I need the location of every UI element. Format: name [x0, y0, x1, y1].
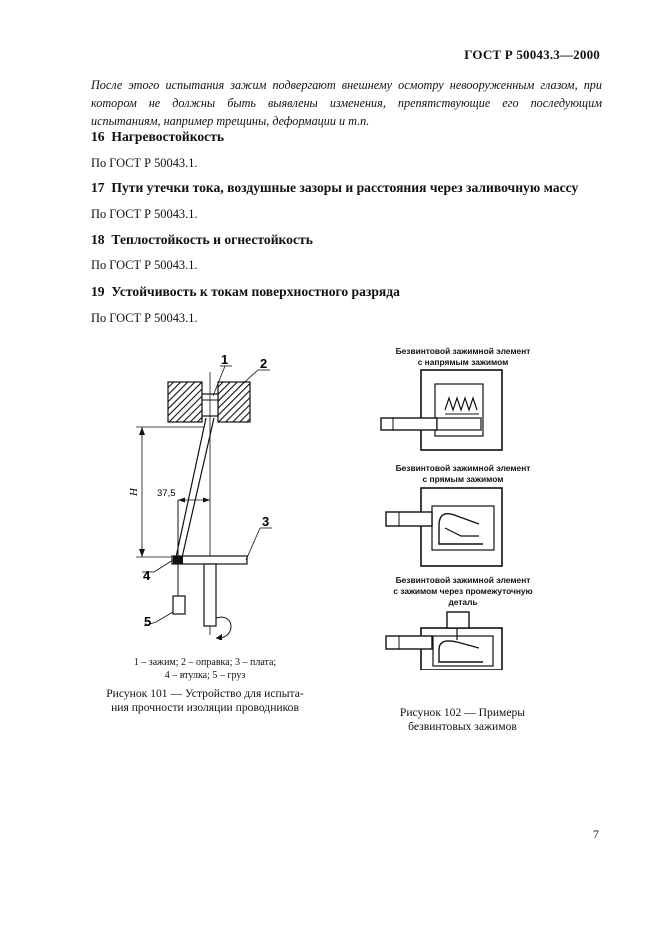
figure-102-caption	[375, 706, 550, 734]
figure-101-drawing	[120, 350, 310, 640]
mandrel-right	[218, 382, 250, 422]
plate	[172, 556, 247, 564]
label3-line3: деталь	[448, 597, 478, 607]
callout-4: 4	[143, 568, 151, 583]
legend-line-2: 4 – втулка; 5 – груз	[164, 670, 246, 681]
label3-line2: с зажимом через промежуточную	[393, 586, 533, 596]
section-19-ref: По ГОСТ Р 50043.1.	[91, 311, 198, 325]
weight	[173, 596, 185, 614]
example-2-direct-clamp	[386, 488, 502, 566]
section-18-ref: По ГОСТ Р 50043.1.	[91, 258, 198, 272]
dim-h-label: H	[128, 488, 140, 496]
section-18-heading	[91, 232, 313, 248]
caption-line-1: Рисунок 101 — Устройство для испыта-	[106, 687, 304, 700]
label3-line1: Безвинтовой зажимной элемент	[395, 575, 531, 585]
section-17-ref: По ГОСТ Р 50043.1.	[91, 207, 198, 221]
section-title: Устойчивость к токам поверхностного разряда	[111, 284, 400, 299]
label2-line1: Безвинтовой зажимной элемент	[395, 463, 531, 473]
section-17-heading	[91, 180, 578, 196]
callout-3: 3	[262, 514, 270, 529]
mandrel-left	[168, 382, 202, 422]
label1-line1: Безвинтовой зажимной элемент	[395, 346, 531, 356]
figure-101-caption	[100, 687, 310, 715]
section-title: Пути утечки тока, воздушные зазоры и расстояния через заливочную массу	[111, 180, 579, 195]
caption-line-2: безвинтовых зажимов	[408, 720, 517, 733]
section-title: Теплостойкость и огнестойкость	[111, 232, 313, 247]
caption-line-1: Рисунок 102 — Примеры	[399, 706, 526, 719]
dim-37-label: 37,5	[157, 488, 176, 499]
callout-5: 5	[144, 614, 152, 629]
section-19-heading	[91, 284, 400, 300]
section-number: 19	[91, 284, 105, 299]
section-16-ref: По ГОСТ Р 50043.1.	[91, 156, 198, 170]
example-3-intermediate-clamp	[386, 612, 502, 670]
section-number: 18	[91, 232, 105, 247]
document-header: ГОСТ Р 50043.3—2000	[464, 47, 600, 62]
figure-102-drawing	[375, 340, 550, 670]
section-title: Нагревостойкость	[111, 129, 225, 144]
intro-paragraph	[91, 76, 602, 130]
intro-text: После этого испытания зажим подвергают внешнему осмотру невооруженным глазом, при котором не должны быть выявлены изменения, препятствующие его последующим испытаниям, например трещины, деформации и т.п.	[91, 78, 602, 128]
page-number: 7	[593, 827, 599, 841]
figure-101-legend	[100, 656, 310, 682]
bushing	[173, 556, 183, 564]
section-number: 17	[91, 180, 105, 195]
section-16-heading	[91, 129, 224, 145]
callout-1: 1	[221, 352, 229, 367]
example-1-spring-clamp	[381, 370, 502, 450]
callout-2: 2	[260, 356, 268, 371]
label2-line2: с прямым зажимом	[422, 474, 504, 484]
section-number: 16	[91, 129, 105, 144]
legend-line-1: 1 – зажим; 2 – оправка; 3 – плата;	[133, 657, 277, 668]
label1-line2: с напрямым зажимом	[417, 357, 509, 367]
caption-line-2: ния прочности изоляции проводников	[111, 701, 299, 714]
